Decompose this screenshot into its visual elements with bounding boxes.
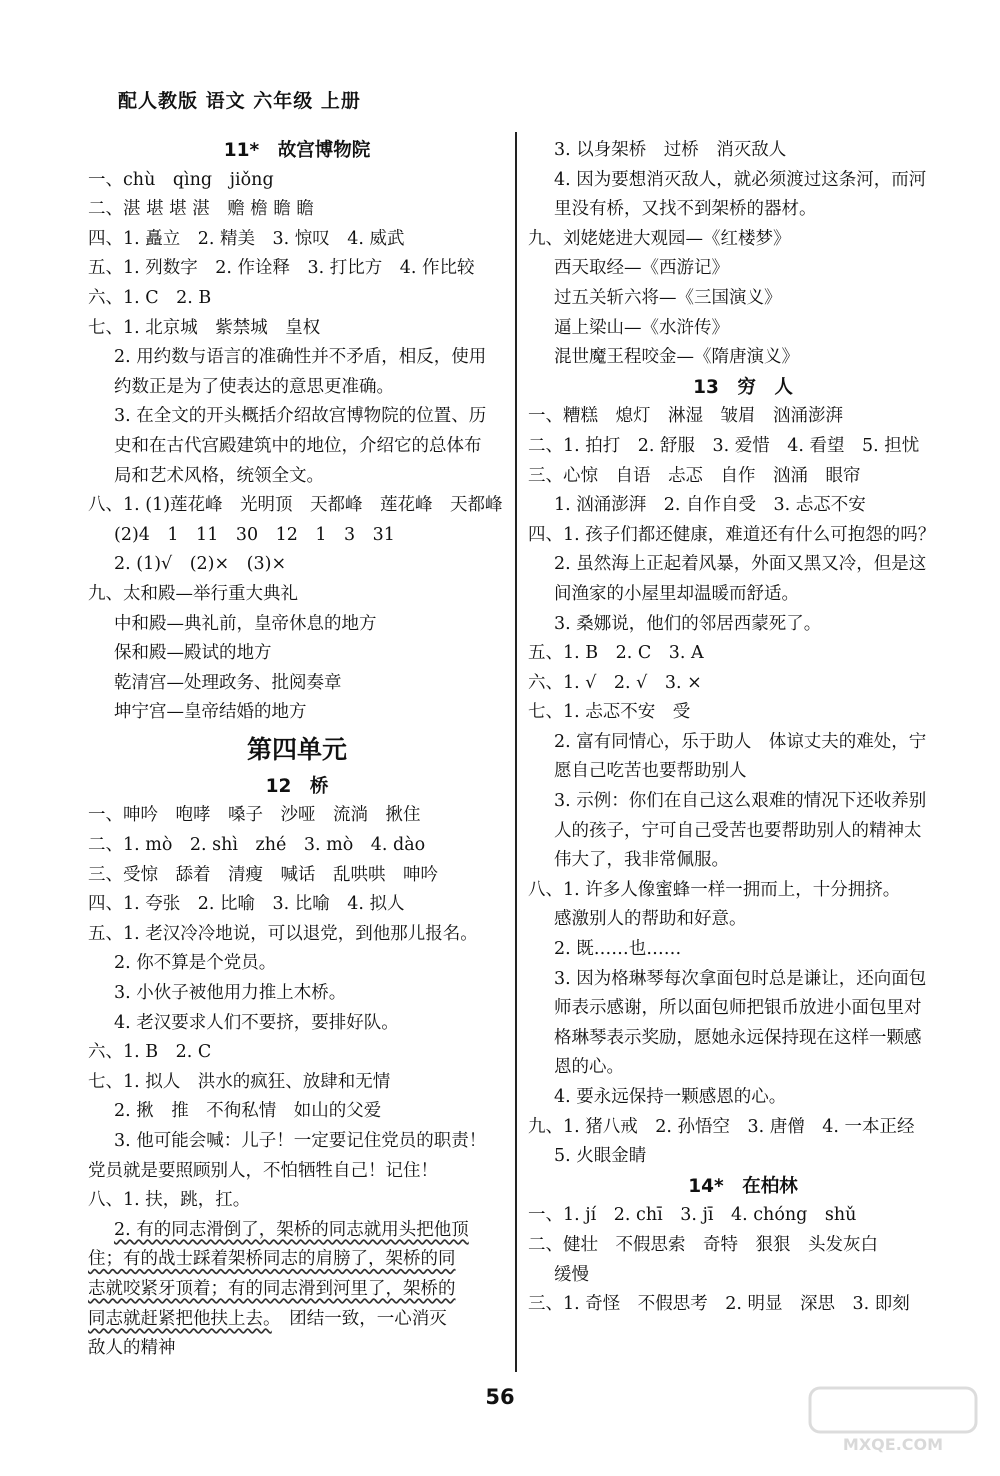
answer-line: 恩的心。 bbox=[554, 1057, 624, 1078]
answer-line: 五、1. B 2. C 3. A bbox=[528, 643, 704, 664]
answer-line: 3. 以身架桥 过桥 消灭敌人 bbox=[554, 140, 787, 160]
section-title-text: 14* 在柏林 bbox=[688, 1175, 798, 1197]
answer-line: 3. 他可能会喊：儿子！一定要记住党员的职责！ bbox=[114, 1131, 487, 1151]
section-title bbox=[88, 136, 506, 166]
answer-line: 中和殿—典礼前，皇帝休息的地方 bbox=[114, 613, 377, 634]
answer-line bbox=[88, 1275, 506, 1305]
answer-line: 感激别人的帮助和好意。 bbox=[554, 909, 747, 930]
answer-line: 六、1. √ 2. √ 3. × bbox=[528, 672, 702, 693]
answer-line bbox=[88, 1245, 506, 1275]
answer-line: 四、1. 夸张 2. 比喻 3. 比喻 4. 拟人 bbox=[88, 894, 405, 915]
answer-line: 1. 汹涌澎湃 2. 自作自受 3. 忐忑不安 bbox=[554, 495, 866, 516]
answer-line: 一、chù qìng jiǒng bbox=[88, 169, 274, 190]
answer-line: 愿自己吃苦也要帮助别人 bbox=[554, 761, 747, 782]
answer-line: 六、1. B 2. C bbox=[88, 1042, 212, 1063]
section-title bbox=[528, 373, 958, 403]
right-column bbox=[528, 136, 958, 1320]
answer-line: 里没有桥，又找不到架桥的器材。 bbox=[554, 199, 817, 220]
answer-line: 九、刘姥姥进大观园—《红楼梦》 bbox=[528, 228, 791, 249]
answer-line: 3. 小伙子被他用力推上木桥。 bbox=[114, 983, 347, 1004]
answer-tail: 团结一致，一心消灭 bbox=[271, 1308, 447, 1329]
watermark-logo bbox=[808, 1386, 978, 1456]
answer-line: 六、1. C 2. B bbox=[88, 287, 212, 308]
answer-line: 4. 要永远保持一颗感恩的心。 bbox=[554, 1087, 787, 1107]
answer-line: 三、受惊 舔着 清瘦 喊话 乱哄哄 呻吟 bbox=[88, 864, 438, 885]
answer-line: 师表示感谢，所以面包师把银币放进小面包里对 bbox=[554, 998, 922, 1019]
underlined-answer: 志就咬紧牙顶着；有的同志滑到河里了，架桥的 bbox=[88, 1278, 456, 1299]
answer-line: 逼上梁山—《水浒传》 bbox=[554, 317, 729, 338]
column-divider bbox=[515, 132, 517, 1372]
left-column bbox=[88, 136, 506, 1364]
answer-line: 3. 示例：你们在自己这么艰难的情况下还收养别 bbox=[554, 791, 927, 812]
answer-line: 2. 揪 推 不徇私情 如山的父爱 bbox=[114, 1101, 382, 1122]
answer-line: 九、太和殿—举行重大典礼 bbox=[88, 583, 298, 604]
watermark-text: MXQE.COM bbox=[842, 1435, 944, 1454]
answer-line: 五、1. 列数字 2. 作诠释 3. 打比方 4. 作比较 bbox=[88, 258, 475, 279]
answer-line: 2. 用约数与语言的准确性并不矛盾，相反，使用 bbox=[114, 347, 487, 368]
answer-line: 三、心惊 自语 忐忑 自作 汹涌 眼帘 bbox=[528, 465, 861, 486]
answer-line: 2. 虽然海上正起着风暴，外面又黑又冷，但是这 bbox=[554, 554, 927, 575]
answer-line: 人的孩子，宁可自己受苦也要帮助别人的精神太 bbox=[554, 820, 922, 841]
section-title bbox=[88, 772, 506, 802]
answer-line: 二、1. 拍打 2. 舒服 3. 爱惜 4. 看望 5. 担忧 bbox=[528, 435, 920, 456]
answer-line: 二、湛 堪 堪 湛 赡 檐 瞻 瞻 bbox=[88, 199, 314, 220]
section-title-text: 13 穷 人 bbox=[693, 376, 793, 398]
unit-heading: 第四单元 bbox=[246, 734, 347, 764]
answer-line: 八、1. 许多人像蜜蜂一样一拥而上，十分拥挤。 bbox=[528, 879, 901, 900]
answer-line: 伟大了，我非常佩服。 bbox=[554, 850, 729, 871]
answer-line: 混世魔王程咬金—《隋唐演义》 bbox=[554, 347, 799, 368]
book-header: 配人教版 语文 六年级 上册 bbox=[118, 90, 361, 112]
answer-line: 2. 既……也…… bbox=[554, 939, 682, 960]
section-title-text: 11* 故宫博物院 bbox=[223, 140, 371, 161]
underlined-answer: 同志就赶紧把他扶上去。 bbox=[88, 1308, 272, 1329]
answer-line: 保和殿—殿试的地方 bbox=[114, 643, 272, 664]
answer-line: 过五关斩六将—《三国演义》 bbox=[554, 287, 782, 308]
answer-line: 西天取经—《西游记》 bbox=[554, 258, 729, 279]
answer-line: 缓慢 bbox=[554, 1264, 589, 1285]
answer-line bbox=[88, 1305, 506, 1335]
answer-line: 格琳琴表示奖励，愿她永远保持现在这样一颗感 bbox=[554, 1027, 922, 1048]
answer-line: 一、糟糕 熄灯 淋湿 皱眉 汹涌澎湃 bbox=[528, 406, 843, 427]
answer-line: 党员就是要照顾别人，不怕牺牲自己！记住！ bbox=[88, 1160, 438, 1181]
answer-line: 坤宁宫—皇帝结婚的地方 bbox=[114, 702, 307, 723]
section-title-text: 12 桥 bbox=[265, 775, 329, 797]
answer-line: 五、1. 老汉冷冷地说，可以退党，到他那儿报名。 bbox=[88, 923, 478, 944]
answer-line: 间渔家的小屋里却温暖而舒适。 bbox=[554, 583, 799, 604]
answer-line: 史和在古代宫殿建筑中的地位，介绍它的总体布 bbox=[114, 435, 482, 456]
answer-line: 八、1. 扶，跳，扛。 bbox=[88, 1190, 251, 1211]
answer-line: 一、呻吟 咆哮 嗓子 沙哑 流淌 揪住 bbox=[88, 805, 421, 826]
answer-line: 七、1. 拟人 洪水的疯狂、放肆和无情 bbox=[88, 1071, 391, 1092]
answer-line: 九、1. 猪八戒 2. 孙悟空 3. 唐僧 4. 一本正经 bbox=[528, 1116, 915, 1137]
answer-line: 2. 你不算是个党员。 bbox=[114, 953, 277, 974]
answer-line: 二、1. mò 2. shì zhé 3. mò 4. dào bbox=[88, 835, 426, 856]
answer-line: (2)4 1 11 30 12 1 3 31 bbox=[114, 524, 395, 545]
answer-line: 乾清宫—处理政务、批阅奏章 bbox=[114, 672, 342, 693]
answer-line: 3. 桑娜说，他们的邻居西蒙死了。 bbox=[554, 613, 822, 634]
answer-line bbox=[88, 1216, 506, 1246]
answer-line: 3. 因为格琳琴每次拿面包时总是谦让，还向面包 bbox=[554, 968, 927, 989]
answer-line: 敌人的精神 bbox=[88, 1338, 176, 1359]
answer-line: 4. 因为要想消灭敌人，就必须渡过这条河，而河 bbox=[554, 169, 927, 190]
answer-line: 5. 火眼金睛 bbox=[554, 1146, 647, 1167]
underlined-answer: 2. 有的同志滑倒了，架桥的同志就用头把他顶 bbox=[114, 1219, 469, 1240]
page-number: 56 bbox=[485, 1385, 515, 1409]
answer-line: 七、1. 忐忑不安 受 bbox=[528, 702, 691, 723]
underlined-answer: 住；有的战士踩着架桥同志的肩膀了，架桥的同 bbox=[88, 1249, 456, 1270]
answer-line: 四、1. 矗立 2. 精美 3. 惊叹 4. 威武 bbox=[88, 228, 405, 249]
answer-line: 一、1. jí 2. chī 3. jī 4. chóng shǔ bbox=[528, 1205, 857, 1226]
answer-line: 四、1. 孩子们都还健康，难道还有什么可抱怨的吗？ bbox=[528, 524, 936, 545]
answer-line: 七、1. 北京城 紫禁城 皇权 bbox=[88, 317, 321, 338]
answer-line: 八、1. (1)莲花峰 光明顶 天都峰 莲花峰 天都峰 bbox=[88, 495, 503, 516]
answer-line: 局和艺术风格，统领全文。 bbox=[114, 465, 324, 486]
answer-line: 三、1. 奇怪 不假思考 2. 明显 深思 3. 即刻 bbox=[528, 1294, 910, 1315]
answer-line: 4. 老汉要求人们不要挤，要排好队。 bbox=[114, 1012, 399, 1033]
section-title bbox=[528, 1172, 958, 1202]
answer-line: 约数正是为了使表达的意思更准确。 bbox=[114, 376, 394, 397]
answer-line: 2. (1)√ (2)× (3)× bbox=[114, 554, 287, 575]
answer-line: 二、健壮 不假思索 奇特 狠狠 头发灰白 bbox=[528, 1234, 878, 1255]
answer-line: 2. 富有同情心，乐于助人 体谅丈夫的难处，宁 bbox=[554, 731, 927, 752]
answer-line: 3. 在全文的开头概括介绍故宫博物院的位置、历 bbox=[114, 406, 487, 427]
